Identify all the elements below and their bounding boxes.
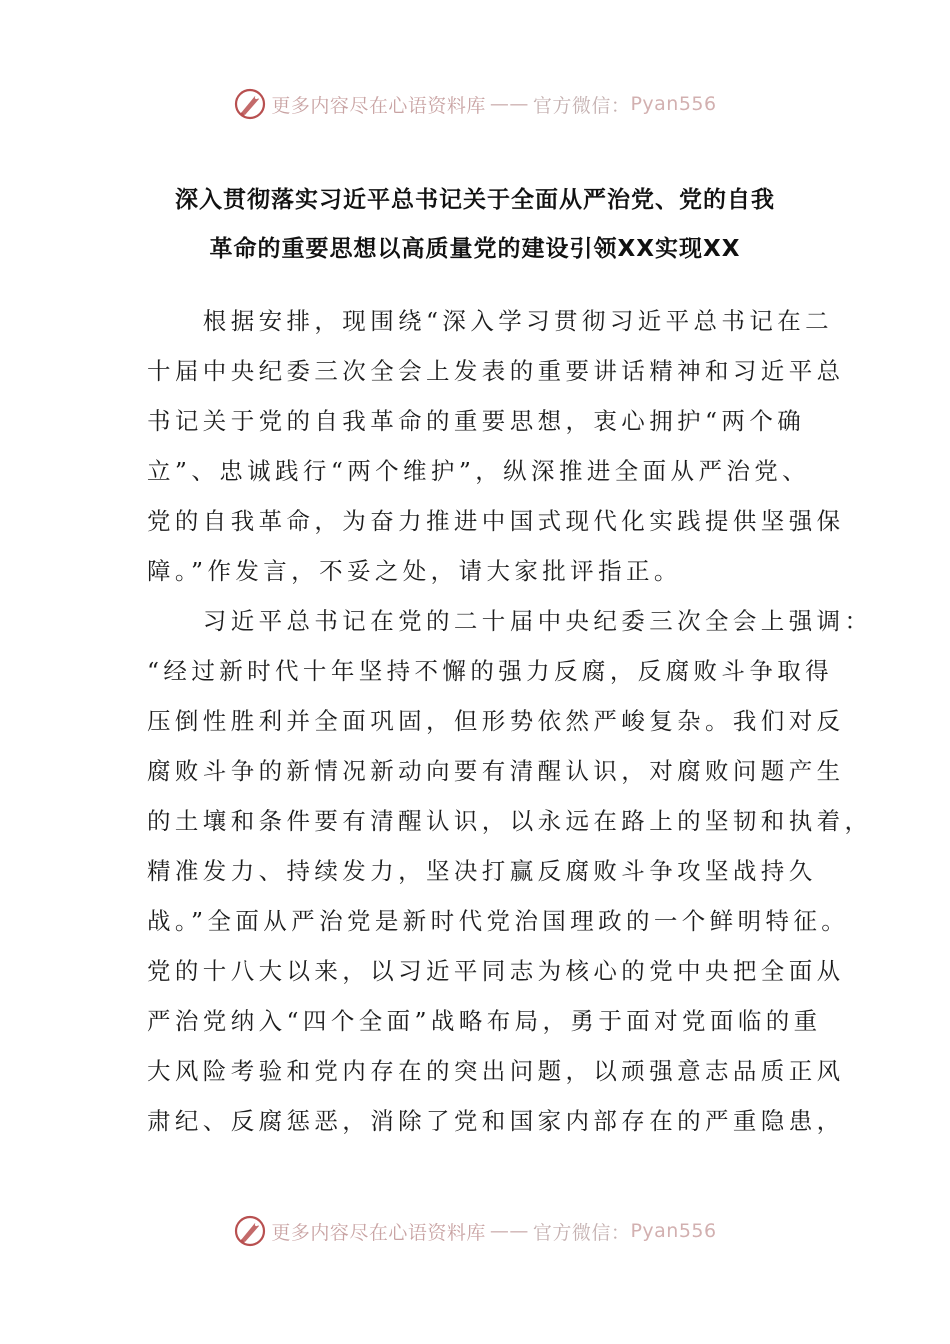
watermark-label: 官方微信： bbox=[532, 94, 631, 117]
body-line: 肃纪、反腐惩恶，消除了党和国家内部存在的严重隐患， bbox=[147, 1107, 845, 1135]
body-line: 腐败斗争的新情况新动向要有清醒认识，对腐败问题产生 bbox=[147, 757, 845, 785]
watermark-separator: —— bbox=[489, 93, 529, 115]
watermark-label: 官方微信： bbox=[532, 1221, 631, 1244]
body-line: 党的十八大以来，以习近平同志为核心的党中央把全面从 bbox=[147, 957, 845, 985]
document-title-line-1: 深入贯彻落实习近平总书记关于全面从严治党、党的自我 bbox=[175, 187, 775, 213]
watermark-wechat-id: Pyan556 bbox=[630, 1220, 717, 1242]
body-line: 障。”作发言，不妥之处，请大家批评指正。 bbox=[147, 557, 682, 585]
body-line: 党的自我革命，为奋力推进中国式现代化实践提供坚强保 bbox=[147, 507, 845, 535]
body-line: 十届中央纪委三次全会上发表的重要讲话精神和习近平总 bbox=[147, 357, 845, 385]
watermark-wechat-id: Pyan556 bbox=[630, 93, 717, 115]
body-line: 战。”全面从严治党是新时代党治国理政的一个鲜明特征。 bbox=[147, 907, 850, 935]
watermark-site-text: 更多内容尽在心语资料库 bbox=[271, 1221, 486, 1244]
body-line: 大风险考验和党内存在的突出问题，以顽强意志品质正风 bbox=[147, 1057, 845, 1085]
body-line: “经过新时代十年坚持不懈的强力反腐，反腐败斗争取得 bbox=[147, 657, 834, 685]
body-line: 的土壤和条件要有清醒认识，以永远在路上的坚韧和执着， bbox=[147, 807, 873, 835]
body-line: 习近平总书记在党的二十届中央纪委三次全会上强调： bbox=[147, 607, 873, 635]
body-line: 精准发力、持续发力，坚决打赢反腐败斗争攻坚战持久 bbox=[147, 857, 817, 885]
watermark-separator: —— bbox=[489, 1220, 529, 1242]
body-line: 根据安排，现围绕“深入学习贯彻习近平总书记在二 bbox=[147, 307, 834, 335]
body-line: 书记关于党的自我革命的重要思想，衷心拥护“两个确 bbox=[147, 407, 806, 435]
watermark-site-text: 更多内容尽在心语资料库 bbox=[271, 94, 486, 117]
header-watermark bbox=[0, 84, 950, 124]
footer-watermark bbox=[0, 1211, 950, 1251]
body-line: 压倒性胜利并全面巩固，但形势依然严峻复杂。我们对反 bbox=[147, 707, 845, 735]
document-title-line-2: 革命的重要思想以高质量党的建设引领XX实现XX bbox=[209, 236, 741, 262]
pen-nib-logo-icon bbox=[233, 87, 267, 121]
body-line: 立”、忠诚践行“两个维护”，纵深推进全面从严治党、 bbox=[147, 457, 811, 485]
body-line: 严治党纳入“四个全面”战略布局，勇于面对党面临的重 bbox=[147, 1007, 822, 1035]
pen-nib-logo-icon bbox=[233, 1214, 267, 1248]
